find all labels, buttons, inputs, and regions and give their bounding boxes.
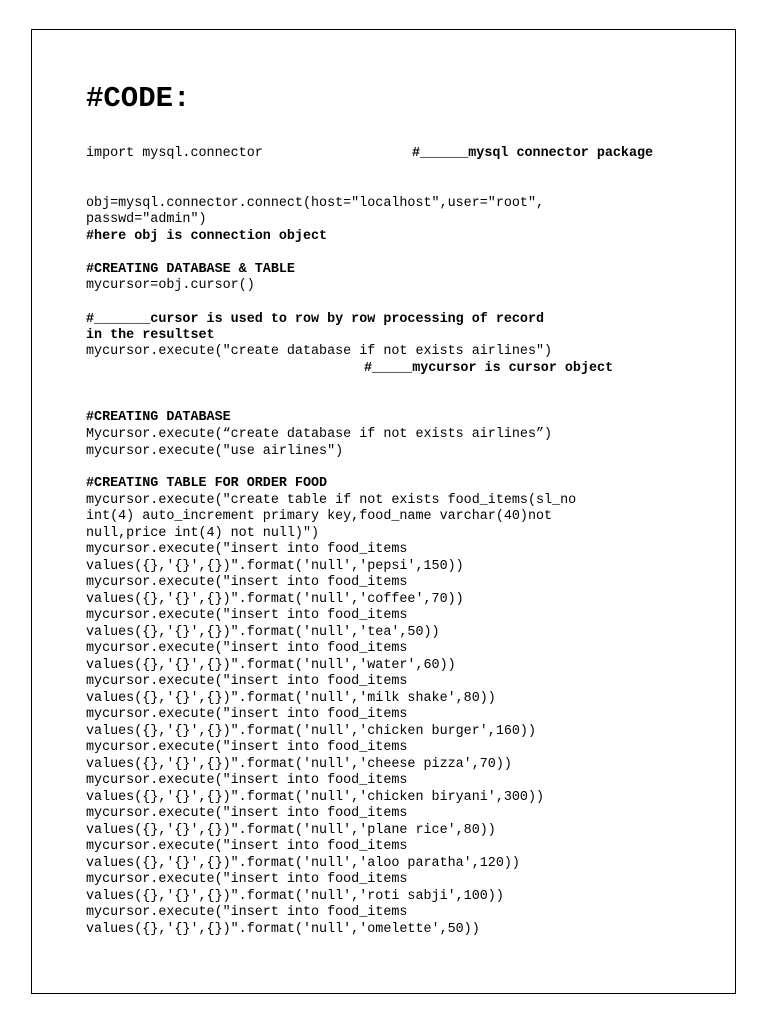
code-line: values({},'{}',{})".format('null','chicken burger',160)) (86, 724, 536, 739)
code-line: values({},'{}',{})".format('null','coffee',70)) (86, 592, 464, 607)
code-line: mycursor.execute("insert into food_items (86, 839, 408, 854)
code-comment: #______mysql connector package (412, 146, 654, 161)
section-heading: #CREATING DATABASE & TABLE (86, 262, 295, 277)
code-line: mycursor.execute("insert into food_items (86, 872, 408, 887)
code-comment: #here obj is connection object (86, 229, 328, 244)
code-line: values({},'{}',{})".format('null','plane rice',80)) (86, 823, 496, 838)
code-line: values({},'{}',{})".format('null','tea',50)) (86, 625, 440, 640)
code-line: mycursor.execute("use airlines") (86, 444, 344, 459)
code-line: values({},'{}',{})".format('null','aloo paratha',120)) (86, 856, 520, 871)
code-line: null,price int(4) not null)") (86, 526, 320, 541)
code-line: mycursor.execute("create database if not exists airlines") (86, 344, 553, 359)
code-line: obj=mysql.connector.connect(host="localhost",user="root", (86, 196, 545, 211)
code-line: mycursor.execute("insert into food_items (86, 773, 408, 788)
code-line: values({},'{}',{})".format('null','roti sabji',100)) (86, 889, 504, 904)
code-line: values({},'{}',{})".format('null','pepsi',150)) (86, 559, 464, 574)
document-heading: #CODE: (86, 82, 191, 115)
code-line: mycursor.execute("insert into food_items (86, 905, 408, 920)
code-line: mycursor=obj.cursor() (86, 278, 255, 293)
code-line: mycursor.execute("insert into food_items (86, 608, 408, 623)
code-comment: #_______cursor is used to row by row processing of record (86, 312, 545, 327)
section-heading: #CREATING TABLE FOR ORDER FOOD (86, 476, 328, 491)
code-line: passwd="admin") (86, 212, 207, 227)
code-line: int(4) auto_increment primary key,food_name varchar(40)not (86, 509, 553, 524)
code-line: values({},'{}',{})".format('null','milk shake',80)) (86, 691, 496, 706)
code-line: mycursor.execute("insert into food_items (86, 806, 408, 821)
code-line: mycursor.execute("insert into food_items (86, 707, 408, 722)
code-line: values({},'{}',{})".format('null','chicken biryani',300)) (86, 790, 545, 805)
code-line: mycursor.execute("insert into food_items (86, 674, 408, 689)
code-line: import mysql.connector (86, 146, 263, 161)
code-line: mycursor.execute("insert into food_items (86, 542, 408, 557)
code-comment: #_____mycursor is cursor object (364, 361, 614, 376)
code-line: values({},'{}',{})".format('null','omelette',50)) (86, 922, 480, 937)
code-line: values({},'{}',{})".format('null','cheese pizza',70)) (86, 757, 512, 772)
code-line: values({},'{}',{})".format('null','water',60)) (86, 658, 456, 673)
code-line: mycursor.execute("insert into food_items (86, 575, 408, 590)
code-line: mycursor.execute("insert into food_items (86, 740, 408, 755)
code-line: mycursor.execute("insert into food_items (86, 641, 408, 656)
section-heading: #CREATING DATABASE (86, 410, 231, 425)
code-line: Mycursor.execute(“create database if not exists airlines”) (86, 427, 553, 442)
code-comment: in the resultset (86, 328, 215, 343)
code-line: mycursor.execute("create table if not exists food_items(sl_no (86, 493, 577, 508)
